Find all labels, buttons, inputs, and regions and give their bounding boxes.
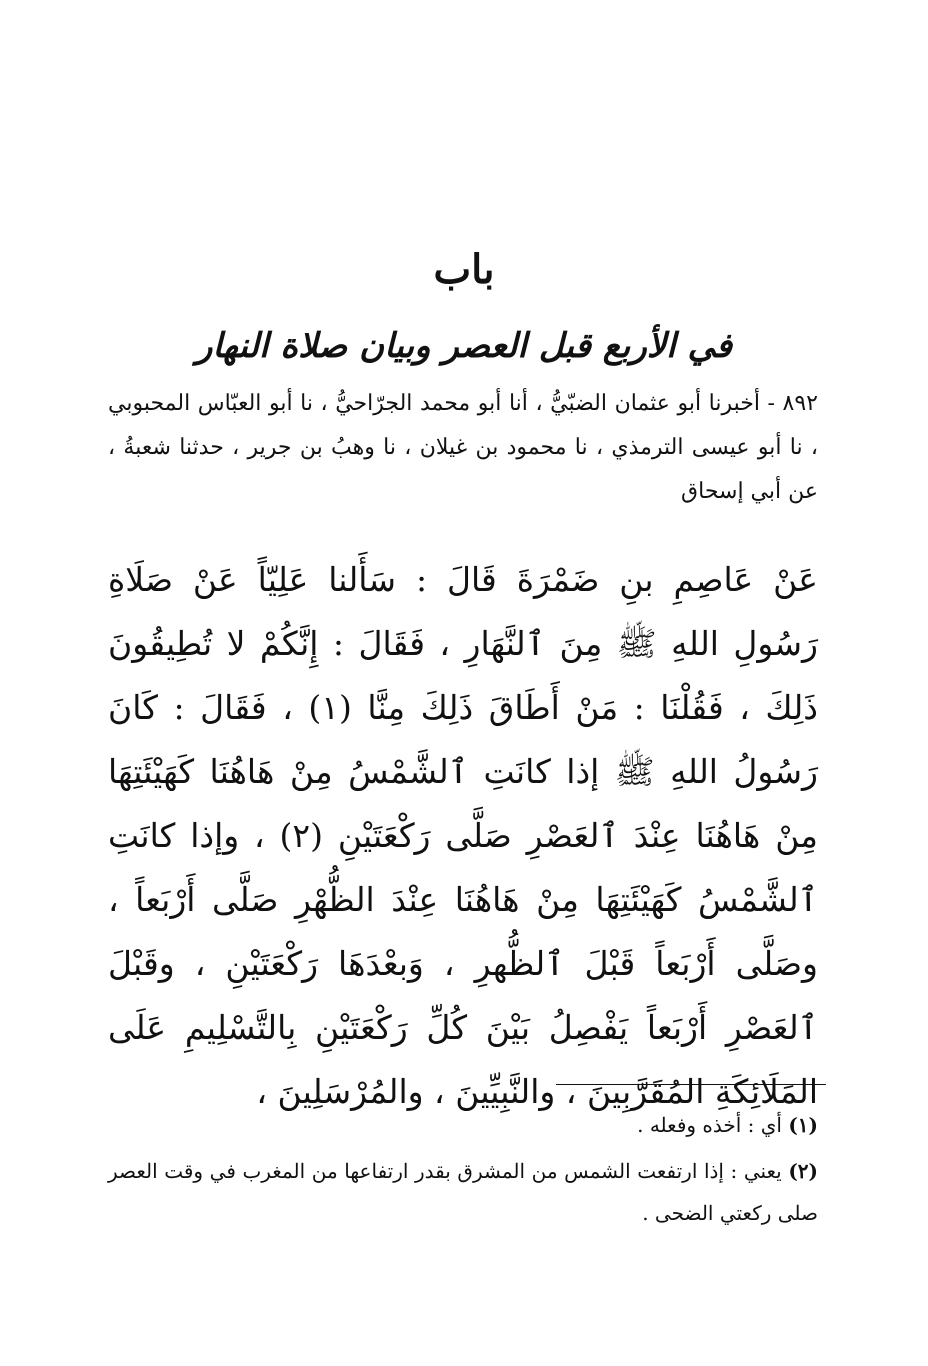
footnote-item bbox=[108, 1150, 818, 1234]
footnotes bbox=[108, 1104, 818, 1238]
hadith-number: ٨٩٢ bbox=[782, 391, 818, 416]
footnote-text: يعني : إذا ارتفعت الشمس من المشرق بقدر ارتفاعها من المغرب في وقت العصر صلى ركعتي الضحى . bbox=[108, 1159, 818, 1225]
footnote-separator bbox=[556, 1084, 826, 1085]
footnote-text: أي : أخذه وفعله . bbox=[637, 1113, 782, 1137]
hadith-chain-text: أخبرنا أبو عثمان الضبّيُّ ، أنا أبو محمد الجرّاحيُّ ، نا أبو العبّاس المحبوبي ، نا أبو عيسى الترمذي ، نا محمود بن غيلان ، نا وهبُ بن جرير ، حدثنا شعبةُ ، عن أبي إسحاق bbox=[108, 391, 818, 504]
hadith-text-paragraph: عَنْ عَاصِمِ بنِ ضَمْرَةَ قَالَ : سَأَلنا عَلِيّاً عَنْ صَلَاةِ رَسُولِ اللهِ ﷺ مِنَ ٱلنَّهَارِ ، فَقَالَ : إِنَّكُمْ لا تُطِيقُونَ ذَلِكَ ، فَقُلْنَا : مَنْ أَطَاقَ ذَلِكَ مِنَّا (١) ، فَقَالَ : كَانَ رَسُولُ اللهِ ﷺ إذا كانَتِ ٱلشَّمْسُ مِنْ هَاهُنَا كَهَيْئَتِهَا مِنْ هَاهُنَا عِنْدَ ٱلعَصْرِ صَلَّى رَكْعَتَيْنِ (٢) ، وإذا كانَتِ ٱلشَّمْسُ كَهَيْئَتِهَا مِنْ هَاهُنَا عِنْدَ الظُّهْرِ صَلَّى أَرْبَعاً ، وصَلَّى أَرْبَعاً قَبْلَ ٱلظُّهرِ ، وَبعْدَهَا رَكْعَتَيْنِ ، وقَبْلَ ٱلعَصْرِ أَرْبَعاً يَفْصِلُ بَيْنَ كُلِّ رَكْعَتَيْنِ بِالتَّسْلِيمِ عَلَى المَلَائِكَةِ المُقَرَّبِينَ ، والنَّبِيِّينَ ، والمُرْسَلِينَ ، bbox=[108, 560, 818, 1111]
hadith-chain bbox=[108, 382, 818, 514]
hadith-text bbox=[108, 548, 818, 1124]
chapter-title: في الأربع قبل العصر وبيان صلاة النهار bbox=[195, 326, 733, 366]
hadith-chain-paragraph: ٨٩٢ - أخبرنا أبو عثمان الضبّيُّ ، أنا أبو محمد الجرّاحيُّ ، نا أبو العبّاس المحبوبي ، نا أبو عيسى الترمذي ، نا محمود بن غيلان ، نا وهبُ بن جرير ، حدثنا شعبةُ ، عن أبي إسحاق bbox=[108, 391, 818, 504]
footnote-marker: (٢) bbox=[788, 1159, 818, 1183]
footnote-marker: (١) bbox=[788, 1113, 818, 1137]
footnote-item bbox=[108, 1104, 818, 1146]
chapter-label: باب bbox=[433, 246, 495, 293]
